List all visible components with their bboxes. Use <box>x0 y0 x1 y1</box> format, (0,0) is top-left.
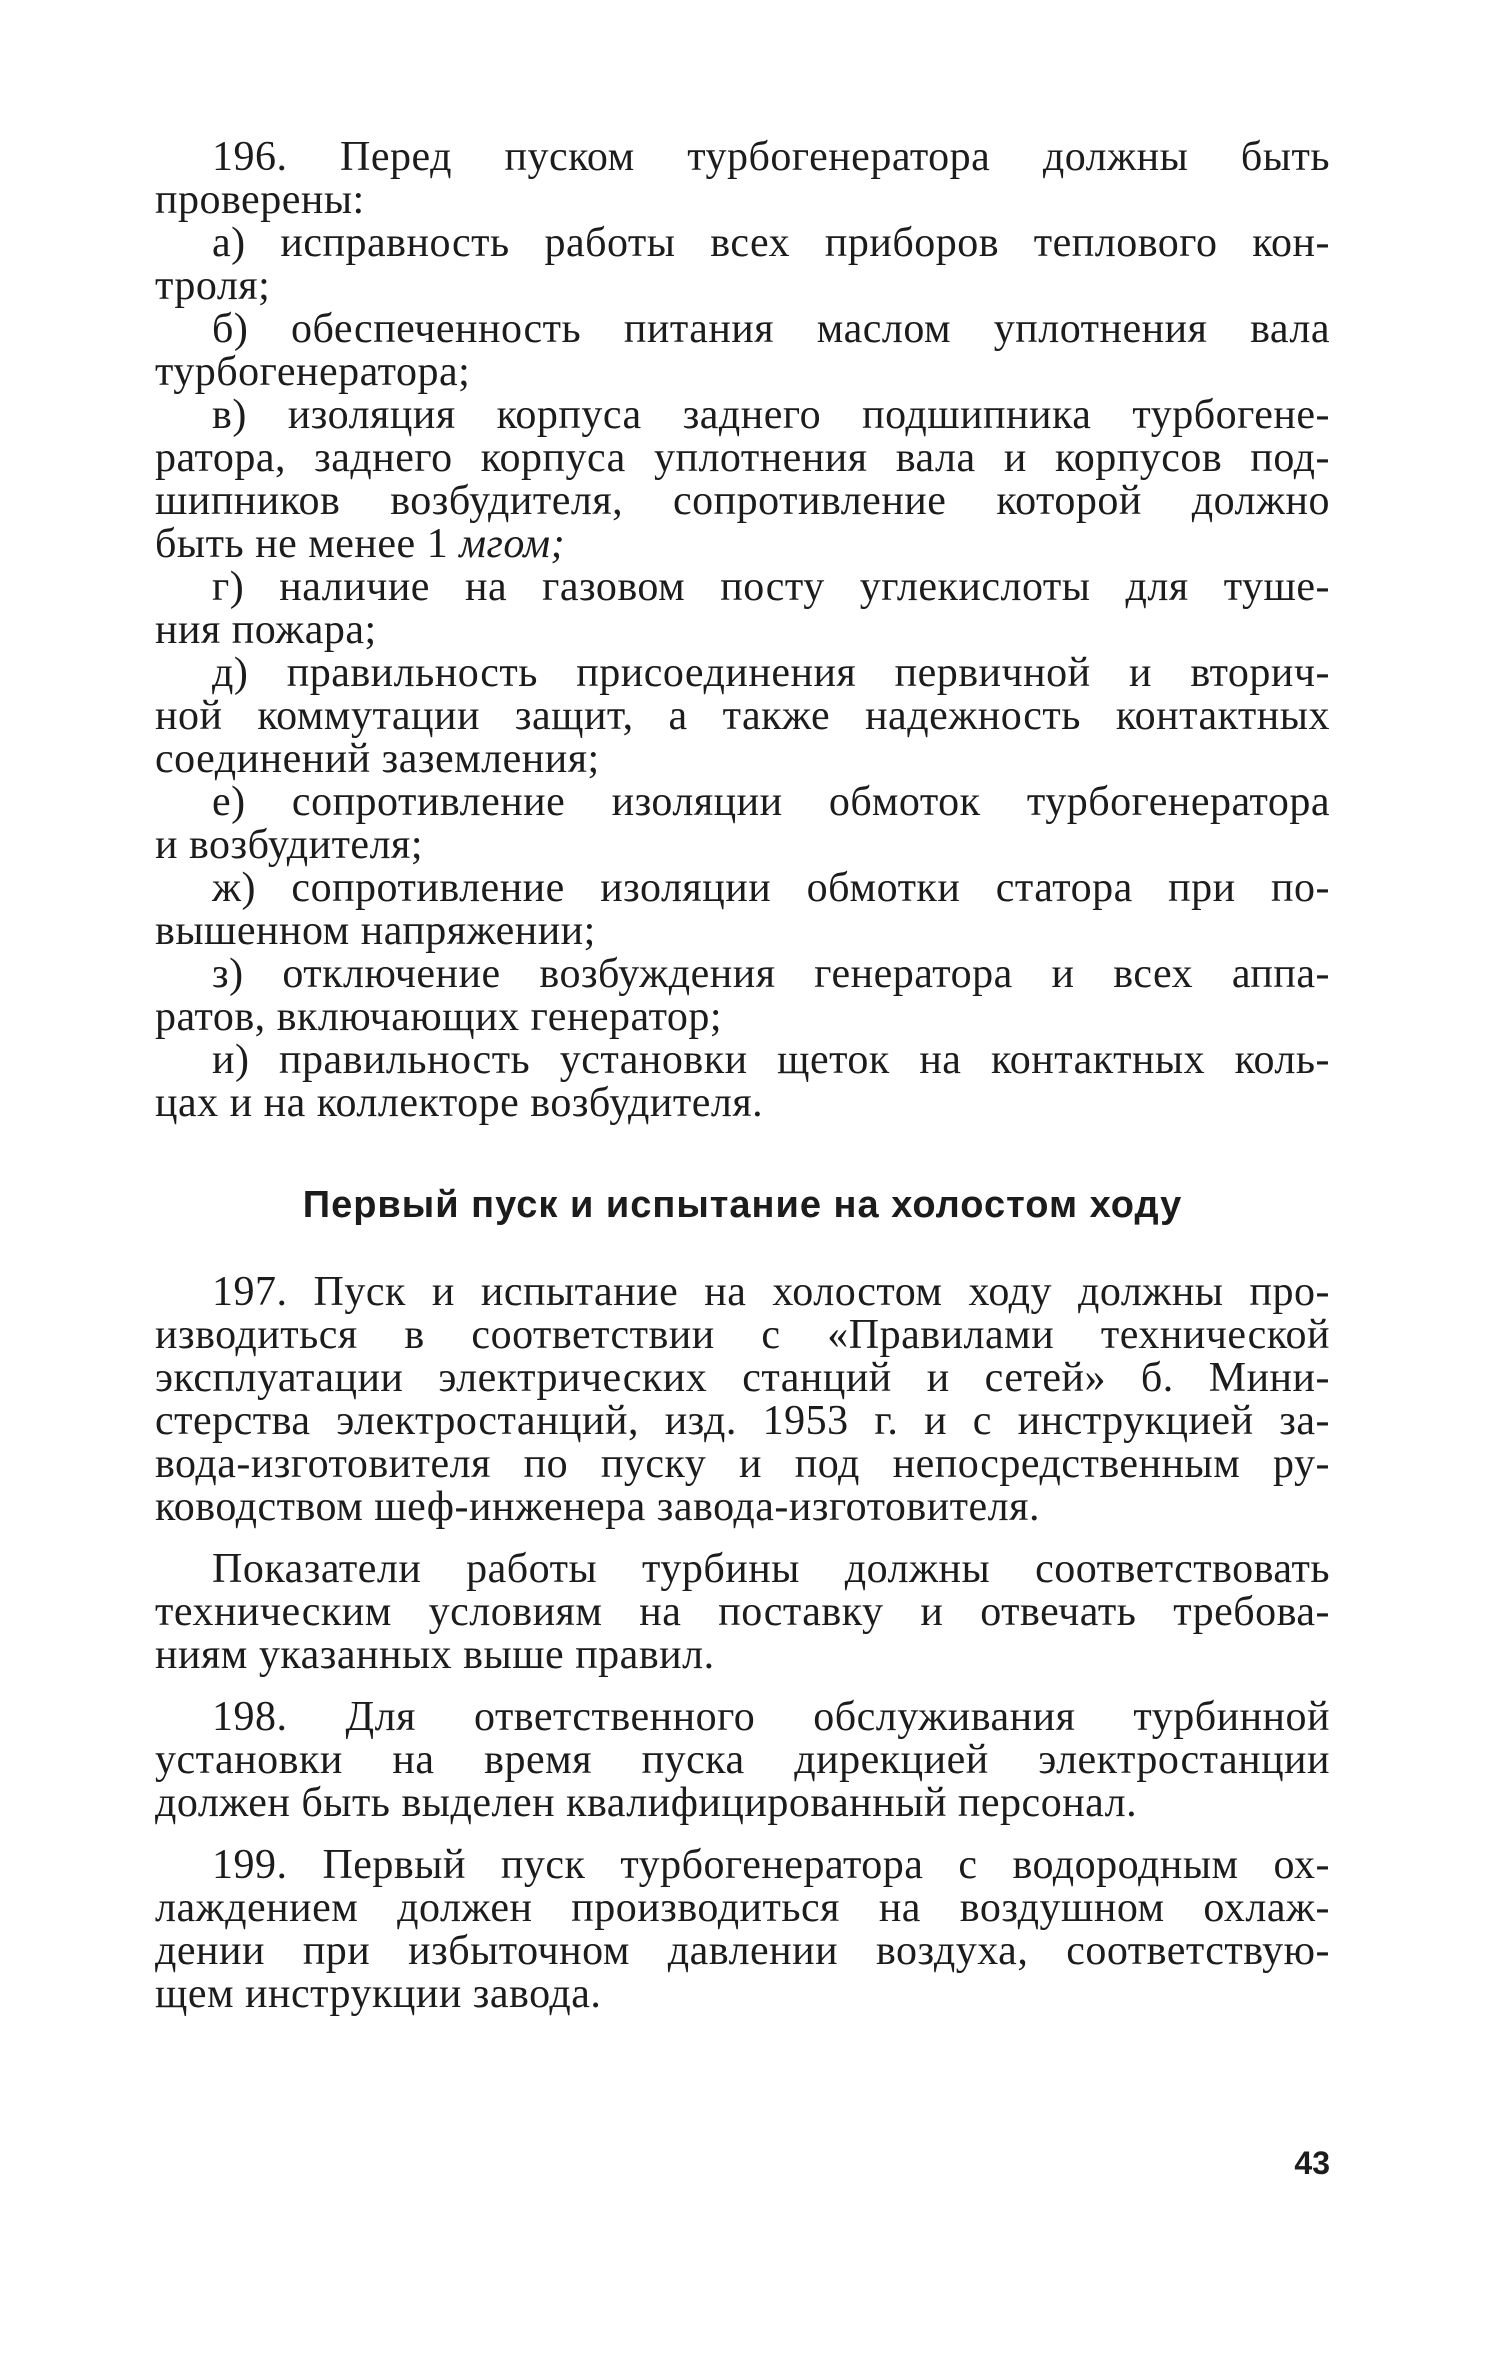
text-line: д) правильность присоединения первичной и вторич- <box>212 650 1330 696</box>
text-line: 198. Для ответственного обслуживания турбинной <box>212 1694 1330 1740</box>
text-line: соединений заземления; <box>155 736 600 782</box>
text-line: 196. Перед пуском турбогенератора должны быть <box>212 134 1330 180</box>
text-line: быть не менее 1 мгом; <box>155 521 566 567</box>
text-line: в) изоляция корпуса заднего подшипника турбогене- <box>212 392 1330 438</box>
text-line: Показатели работы турбины должны соответствовать <box>212 1546 1330 1592</box>
text-line: е) сопротивление изоляции обмоток турбогенератора <box>212 779 1330 825</box>
text-line: ния пожара; <box>155 607 377 653</box>
section-heading: Первый пуск и испытание на холостом ходу <box>302 1184 1183 1226</box>
text-line: дении при избыточном давлении воздуха, соответствую- <box>155 1928 1330 1974</box>
text-line: техническим условиям на поставку и отвечать требова- <box>155 1589 1330 1635</box>
text-line: щем инструкции завода. <box>155 1971 602 2017</box>
text-line: а) исправность работы всех приборов теплового кон- <box>212 220 1330 266</box>
text-line: б) обеспеченность питания маслом уплотнения вала <box>212 306 1330 352</box>
text-line: 199. Первый пуск турбогенератора с водородным ох- <box>212 1842 1330 1888</box>
text-line: турбогенератора; <box>155 349 471 395</box>
text-line: шипников возбудителя, сопротивление которой должно <box>155 478 1330 524</box>
text-line: ж) сопротивление изоляции обмотки статора при по- <box>212 865 1330 911</box>
text-line: ратора, заднего корпуса уплотнения вала и корпусов под- <box>155 435 1330 481</box>
text-line: цах и на коллекторе возбудителя. <box>155 1080 764 1126</box>
text-line: з) отключение возбуждения генератора и всех аппа- <box>212 951 1330 997</box>
text-line: проверены: <box>155 177 365 223</box>
text-line: эксплуатации электрических станций и сетей» б. Мини- <box>155 1355 1330 1401</box>
text-line: г) наличие на газовом посту углекислоты для туше- <box>212 564 1330 610</box>
text-line: вышенном напряжении; <box>155 908 596 954</box>
text-line: ниям указанных выше правил. <box>155 1632 715 1678</box>
text-line: лаждением должен производиться на воздушном охлаж- <box>155 1885 1330 1931</box>
text-line: 197. Пуск и испытание на холостом ходу должны про- <box>212 1269 1330 1315</box>
page-number: 43 <box>1294 2145 1330 2181</box>
text-line: ководством шеф-инженера завода-изготовителя. <box>155 1484 1040 1530</box>
text-line: ной коммутации защит, а также надежность контактных <box>155 693 1330 739</box>
text-line: должен быть выделен квалифицированный персонал. <box>155 1780 1138 1826</box>
text-line: стерства электростанций, изд. 1953 г. и с инструкцией за- <box>155 1398 1330 1444</box>
text-line: и) правильность установки щеток на контактных коль- <box>212 1037 1330 1083</box>
text-line: изводиться в соответствии с «Правилами технической <box>155 1312 1330 1358</box>
text-line: установки на время пуска дирекцией электростанции <box>155 1737 1330 1783</box>
text-line: троля; <box>155 263 271 309</box>
text-line: ратов, включающих генератор; <box>155 994 723 1040</box>
text-line: и возбудителя; <box>155 822 424 868</box>
text-line: вода-изготовителя по пуску и под непосредственным ру- <box>155 1441 1330 1487</box>
